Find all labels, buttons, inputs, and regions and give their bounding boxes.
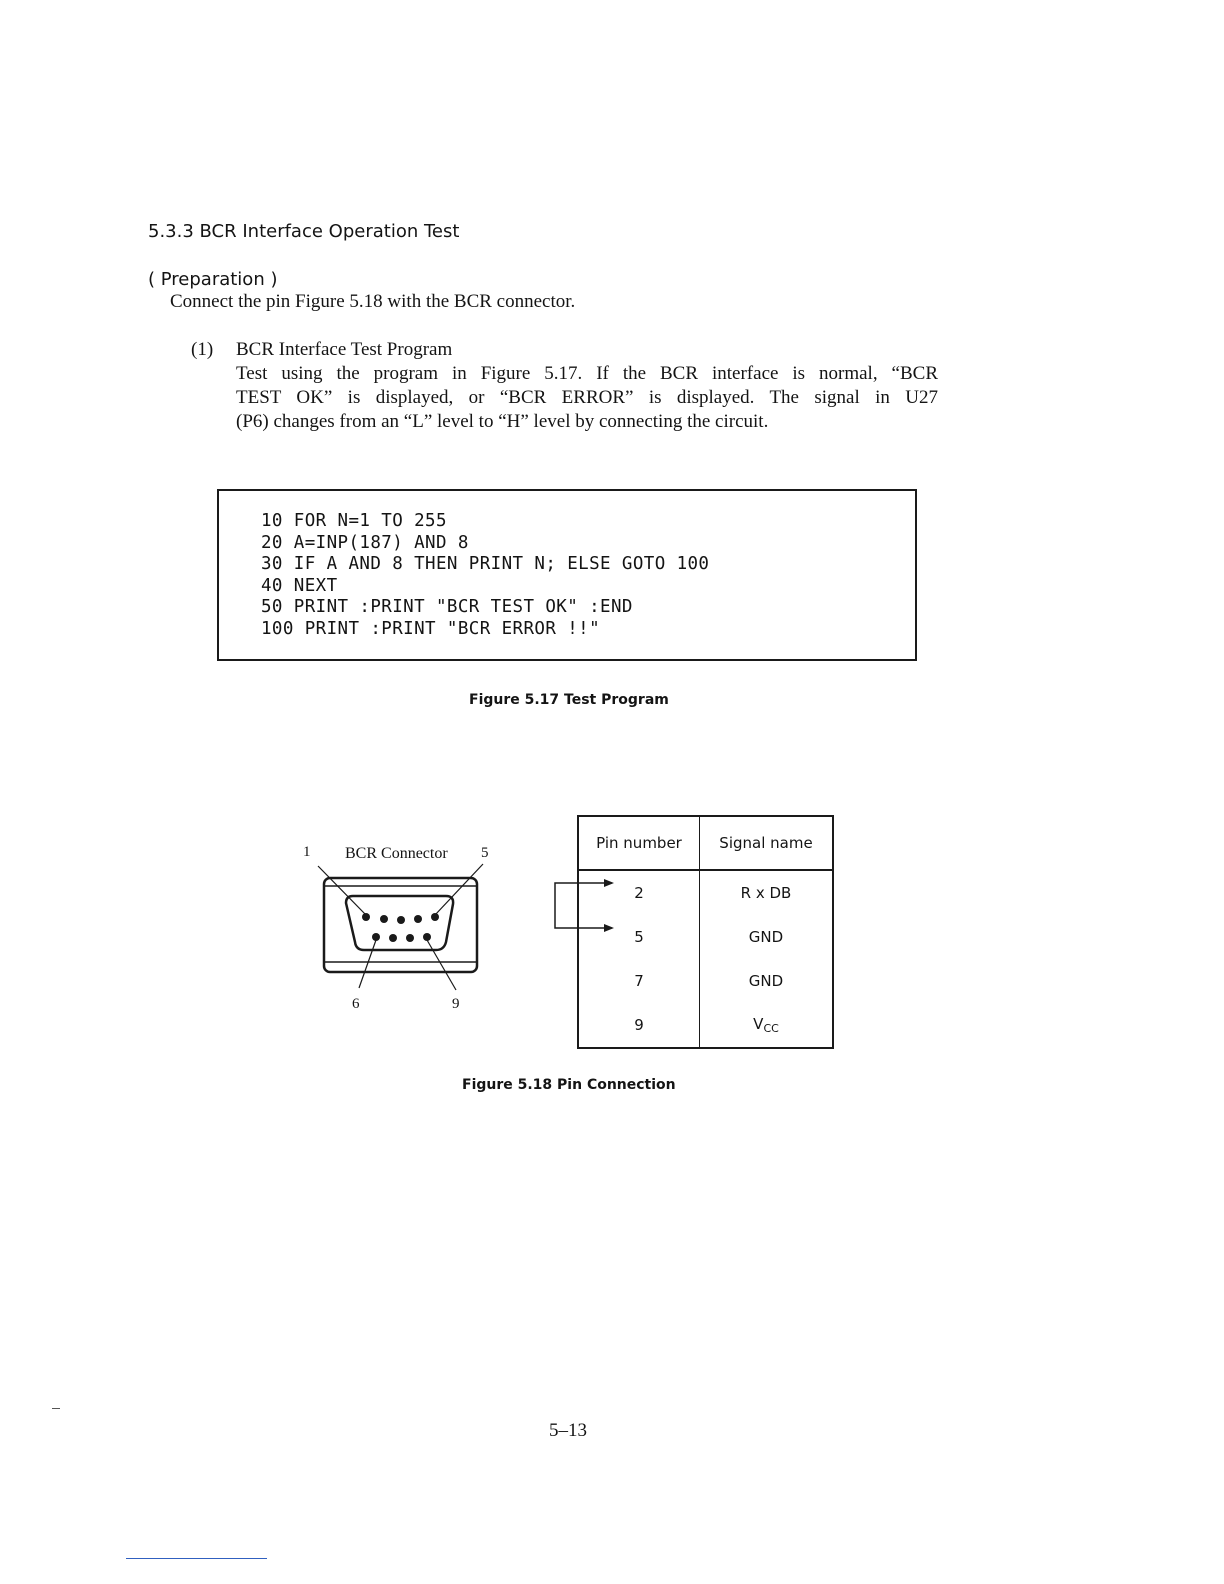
connector-body [324, 878, 477, 972]
column-header-signal-name: Signal name [700, 816, 834, 870]
pin-number-cell: 9 [634, 1016, 644, 1034]
connector-pin [389, 934, 397, 942]
paragraph-line: (P6) changes from an “L” level to “H” level by connecting the circuit. [236, 411, 769, 432]
page-number: 5–13 [549, 1420, 587, 1441]
program-line: 50 PRINT :PRINT "BCR TEST OK" :END [261, 597, 633, 618]
signal-name-main: V [753, 1015, 764, 1033]
item-number: (1) [191, 339, 214, 360]
pin-label-1: 1 [303, 844, 311, 860]
pin-connection-table [577, 815, 834, 1049]
item-title: BCR Interface Test Program [236, 339, 453, 360]
preparation-label: ( Preparation ) [148, 269, 278, 290]
program-line: 20 A=INP(187) AND 8 [261, 532, 469, 553]
figure-caption-pin-connection: Figure 5.18 Pin Connection [462, 1077, 676, 1093]
paragraph-line: Test using the program in Figure 5.17. If the BCR interface is normal, “BCR [236, 363, 938, 384]
table-row [578, 959, 833, 1003]
pin-label-6: 6 [352, 996, 360, 1012]
program-listing [261, 511, 709, 641]
column-header-pin-number: Pin number [578, 816, 700, 870]
pin-number-cell: 7 [634, 972, 644, 990]
footer-rule [126, 1558, 267, 1559]
figure-caption-test-program: Figure 5.17 Test Program [469, 692, 669, 708]
table-row [578, 870, 833, 915]
section-heading: 5.3.3 BCR Interface Operation Test [148, 221, 460, 242]
connect-instruction: Connect the pin Figure 5.18 with the BCR connector. [170, 291, 576, 312]
bcr-connector-diagram [300, 860, 500, 1010]
signal-name-cell [700, 1003, 834, 1048]
program-line: 30 IF A AND 8 THEN PRINT N; ELSE GOTO 100 [261, 554, 710, 575]
connector-pin [397, 916, 405, 924]
signal-name-cell: R x DB [700, 870, 834, 915]
program-line: 100 PRINT :PRINT "BCR ERROR !!" [261, 618, 601, 639]
connector-pin [372, 933, 380, 941]
connector-label: BCR Connector [345, 845, 448, 862]
paragraph-line: TEST OK” is displayed, or “BCR ERROR” is displayed. The signal in U27 [236, 387, 938, 408]
item-paragraph [236, 362, 938, 434]
pin-label-9: 9 [452, 996, 460, 1012]
table-header-row [578, 816, 833, 870]
pin-label-5: 5 [481, 845, 489, 861]
connector-pins [362, 913, 439, 942]
connector-pin [414, 915, 422, 923]
margin-mark [52, 1408, 60, 1409]
signal-name-subscript: CC [763, 1022, 779, 1035]
connector-pin [406, 934, 414, 942]
signal-name-cell: GND [700, 915, 834, 959]
program-line: 40 NEXT [261, 575, 338, 596]
signal-name-cell: GND [700, 959, 834, 1003]
table-row [578, 915, 833, 959]
connector-pin [380, 915, 388, 923]
pin-number-cell: 2 [634, 884, 644, 902]
connector-pin [423, 933, 431, 941]
table-row [578, 1003, 833, 1048]
program-line: 10 FOR N=1 TO 255 [261, 511, 447, 531]
pin-number-cell: 5 [634, 928, 644, 946]
program-listing-box [217, 489, 917, 661]
